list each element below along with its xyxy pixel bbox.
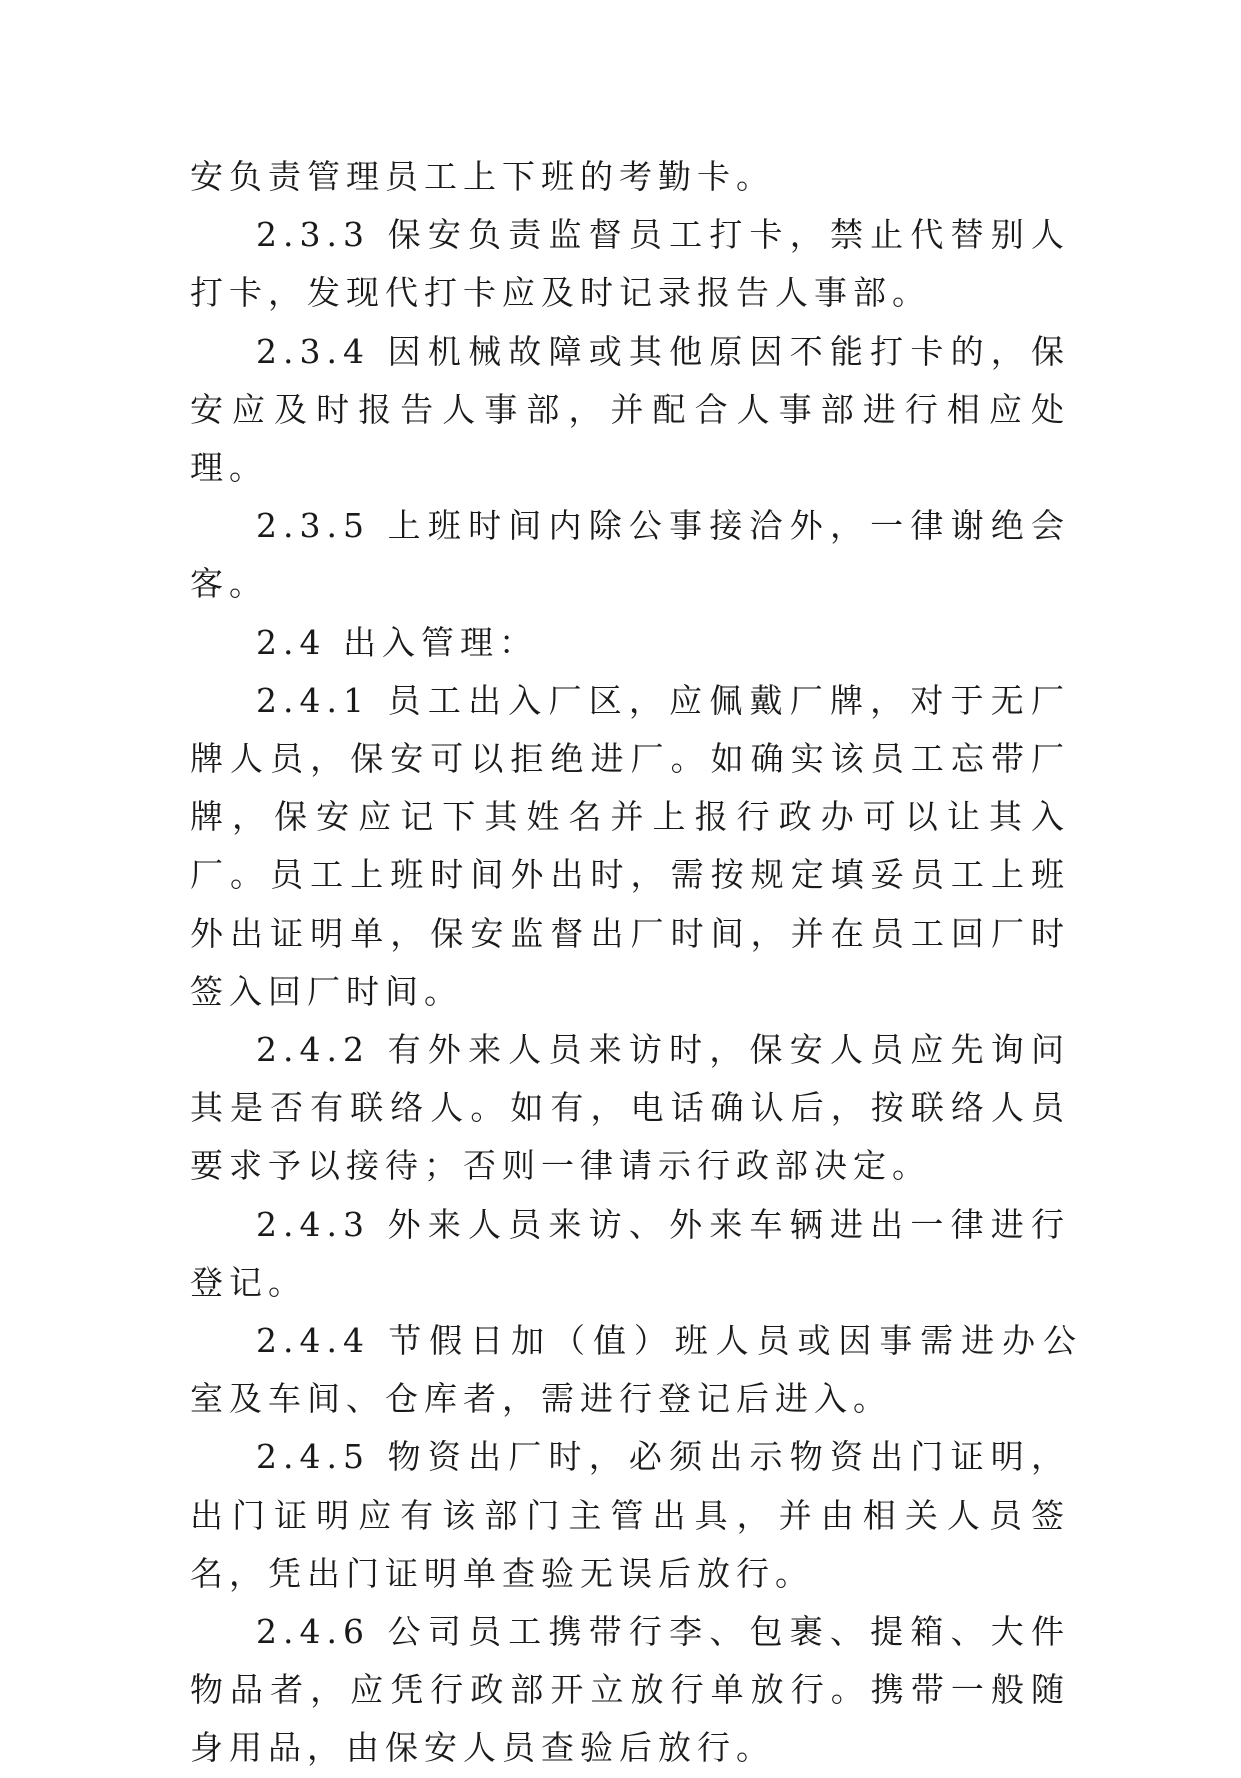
paragraph-continuation: 安负责管理员工上下班的考勤卡。 (190, 157, 775, 196)
paragraph-2-4-1: 2.4.1 员工出入厂区，应佩戴厂牌，对于无厂牌人员，保安可以拒绝进厂。如确实该员工忘带厂牌，保安应记下其姓名并上报行政办可以让其入厂。员工上班时间外出时，需按规定填妥员工上班外出证明单，保安监督出厂时间，并在员工回厂时签入回厂时间。 (190, 680, 1070, 1011)
paragraph-2-4-4: 2.4.4 节假日加（值）班人员或因事需进办公室及车间、仓库者，需进行登记后进入。 (190, 1321, 1082, 1419)
paragraph-2-4-6: 2.4.6 公司员工携带行李、包裹、提箱、大件物品者，应凭行政部开立放行单放行。携带一般随身用品，由保安人员查验后放行。 (190, 1612, 1070, 1768)
paragraph-2-3-5: 2.3.5 上班时间内除公事接洽外，一律谢绝会客。 (190, 506, 1070, 604)
section-heading-2-4: 2.4 出入管理： (256, 622, 538, 662)
paragraph-2-3-4: 2.3.4 因机械故障或其他原因不能打卡的，保安应及时报告人事部，并配合人事部进行相应处理。 (190, 331, 1070, 488)
paragraph-2-4-2: 2.4.2 有外来人员来访时，保安人员应先询问其是否有联络人。如有，电话确认后，按联络人员要求予以接待；否则一律请示行政部决定。 (190, 1030, 1070, 1186)
paragraph-2-4-3: 2.4.3 外来人员来访、外来车辆进出一律进行登记。 (190, 1204, 1070, 1302)
document-body (190, 148, 1082, 1778)
paragraph-2-4-5: 2.4.5 物资出厂时，必须出示物资出门证明，出门证明应有该部门主管出具，并由相关人员签名，凭出门证明单查验无误后放行。 (190, 1437, 1070, 1593)
paragraph-2-3-3: 2.3.3 保安负责监督员工打卡，禁止代替别人打卡，发现代打卡应及时记录报告人事部。 (190, 215, 1070, 313)
